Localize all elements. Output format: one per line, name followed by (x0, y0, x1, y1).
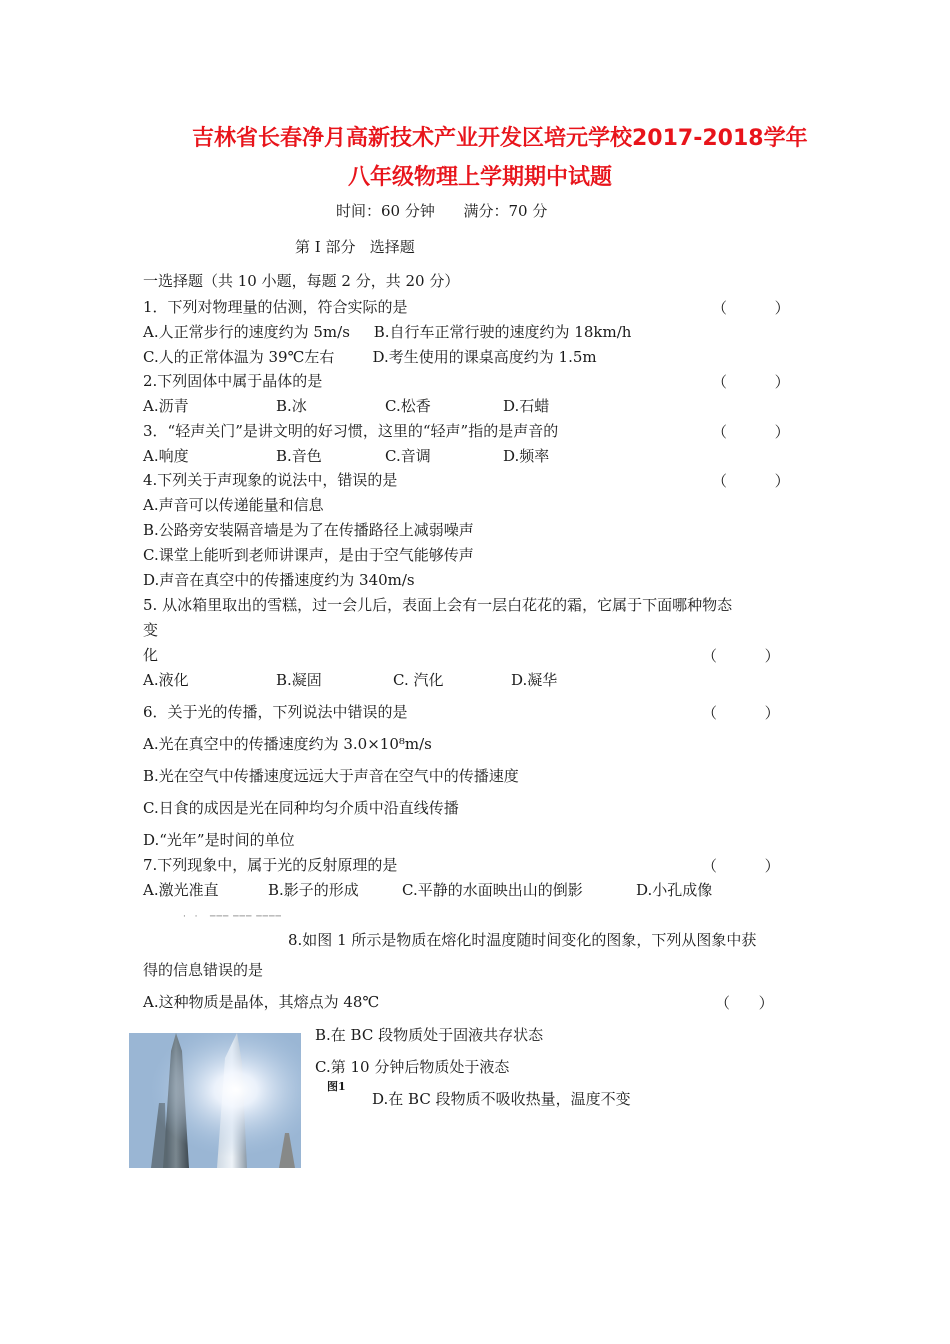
q6-option-c: C.日食的成因是光在同种均匀介质中沿直线传播 (143, 799, 459, 817)
q5-stem-line3: 化 (143, 646, 159, 664)
q6-option-b: B.光在空气中传播速度远远大于声音在空气中的传播速度 (143, 767, 519, 785)
q3-option-b: B.音色 (276, 447, 322, 465)
q8-stem-line2: 得的信息错误的是 (143, 961, 264, 979)
exam-meta: 时间：60 分钟 满分：70 分 (336, 202, 548, 220)
part-heading: 第 I 部分 选择题 (295, 238, 415, 256)
q2-option-d: D.石蜡 (503, 397, 550, 415)
q5-option-b: B.凝固 (276, 671, 322, 689)
q5-option-d: D.凝华 (511, 671, 558, 689)
q8-option-b: B.在 BC 段物质处于固液共存状态 (315, 1026, 544, 1044)
q6-answer-blank: （ ） (702, 704, 780, 722)
q4-stem: 4.下列关于声现象的说法中，错误的是 (143, 471, 398, 489)
q2-option-a: A.沥青 (143, 397, 189, 415)
q1-options-ab: A.人正常步行的速度约为 5m/s B.自行车正常行驶的速度约为 18km/h (143, 323, 632, 341)
skyscraper-illustration (129, 1033, 301, 1168)
q4-option-c: C.课堂上能听到老师讲课声，是由于空气能够传声 (143, 546, 474, 564)
q3-option-d: D.频率 (503, 447, 550, 465)
skyscraper-photo (129, 1033, 301, 1168)
q3-stem: 3．“轻声关门”是讲文明的好习惯，这里的“轻声”指的是声音的 (143, 422, 559, 440)
q5-stem-line2: 变 (143, 621, 159, 639)
q7-option-d: D.小孔成像 (636, 881, 713, 899)
q4-option-d: D.声音在真空中的传播速度约为 340m/s (143, 571, 415, 589)
q5-stem-line1: 5. 从冰箱里取出的雪糕，过一会儿后，表面上会有一层白花花的霜，它属于下面哪种物态 (143, 596, 733, 614)
q8-stem-line1: 8.如图 1 所示是物质在熔化时温度随时间变化的图象，下列从图象中获 (288, 931, 757, 949)
q5-option-c: C. 汽化 (393, 671, 444, 689)
scan-smudge: · · ─── ─── ──── (183, 912, 282, 922)
q4-option-a: A.声音可以传递能量和信息 (143, 496, 324, 514)
q7-option-b: B.影子的形成 (268, 881, 359, 899)
q1-stem: 1．下列对物理量的估测，符合实际的是 (143, 298, 408, 316)
q2-stem: 2.下列固体中属于晶体的是 (143, 372, 323, 390)
document-title-line1: 吉林省长春净月高新技术产业开发区培元学校2017-2018学年 (192, 126, 808, 151)
q2-answer-blank: （ ） (712, 373, 790, 391)
q4-answer-blank: （ ） (712, 472, 790, 490)
q6-stem: 6．关于光的传播，下列说法中错误的是 (143, 703, 408, 721)
q3-answer-blank: （ ） (712, 423, 790, 441)
q8-option-d: D.在 BC 段物质不吸收热量，温度不变 (372, 1090, 631, 1108)
q8-option-c: C.第 10 分钟后物质处于液态 (315, 1058, 510, 1076)
q3-option-c: C.音调 (385, 447, 431, 465)
q4-option-b: B.公路旁安装隔音墙是为了在传播路径上减弱噪声 (143, 521, 474, 539)
q5-answer-blank: （ ） (702, 647, 780, 665)
section-heading: 一选择题（共 10 小题，每题 2 分，共 20 分） (143, 272, 460, 290)
q2-option-c: C.松香 (385, 397, 431, 415)
figure-1-label: 图1 (327, 1080, 346, 1093)
q6-option-a: A.光在真空中的传播速度约为 3.0×10⁸m/s (143, 735, 432, 753)
q6-option-d: D.“光年”是时间的单位 (143, 831, 295, 849)
q7-option-a: A.激光准直 (143, 881, 219, 899)
q3-option-a: A.响度 (143, 447, 189, 465)
q7-option-c: C.平静的水面映出山的倒影 (402, 881, 583, 899)
q8-answer-blank: （ ） (715, 994, 774, 1012)
q1-answer-blank: （ ） (712, 299, 790, 317)
q7-answer-blank: （ ） (702, 857, 780, 875)
q8-option-a: A.这种物质是晶体，其熔点为 48℃ (143, 993, 380, 1011)
q7-stem: 7.下列现象中，属于光的反射原理的是 (143, 856, 398, 874)
q1-options-cd: C.人的正常体温为 39℃左右 D.考生使用的课桌高度约为 1.5m (143, 348, 597, 366)
q2-option-b: B.冰 (276, 397, 307, 415)
document-title-line2: 八年级物理上学期期中试题 (348, 165, 613, 190)
q5-option-a: A.液化 (143, 671, 189, 689)
